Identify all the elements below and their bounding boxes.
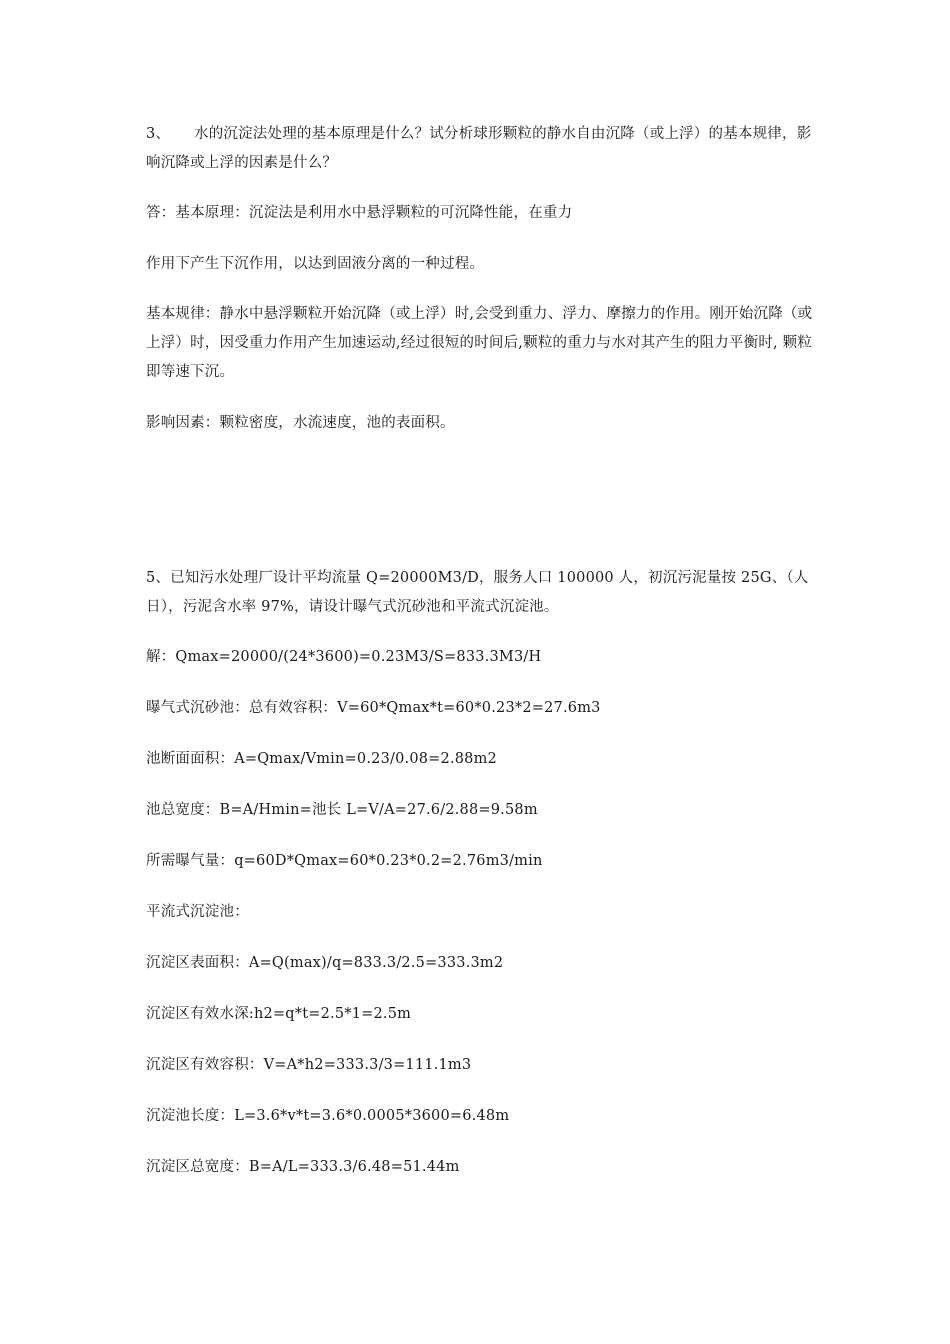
answer-principle-line-2: 作用下产生下沉作用，以达到固液分离的一种过程。	[146, 256, 485, 272]
solution-line: 所需曝气量：q=60D*Qmax=60*0.23*0.2=2.76m3/min	[146, 853, 543, 869]
answer-basic-law: 基本规律：静水中悬浮颗粒开始沉降（或上浮）时,会受到重力、浮力、摩擦力的作用。刚开始沉降（或上浮）时，因受重力作用产生加速运动,经过很短的时间后,颗粒的重力与水对其产生的阻力平衡时, 颗粒即等速下沉。	[146, 306, 813, 380]
solution-line: 沉淀区总宽度：B=A/L=333.3/6.48=51.44m	[146, 1159, 460, 1175]
solution-line: 沉淀池长度：L=3.6*v*t=3.6*0.0005*3600=6.48m	[146, 1108, 510, 1124]
solution-line: 曝气式沉砂池：总有效容积：V=60*Qmax*t=60*0.23*2=27.6m3	[146, 700, 601, 716]
question-3-text: 水的沉淀法处理的基本原理是什么？试分析球形颗粒的静水自由沉降（或上浮）的基本规律，影响沉降或上浮的因素是什么？	[146, 126, 812, 171]
solution-line: 沉淀区有效容积：V=A*h2=333.3/3=111.1m3	[146, 1057, 472, 1073]
question-3-number: 3、	[146, 126, 171, 142]
answer-principle-line-1: 答：基本原理：沉淀法是利用水中悬浮颗粒的可沉降性能，在重力	[146, 205, 573, 221]
question-3	[146, 120, 814, 178]
solution-line: 沉淀区有效水深:h2=q*t=2.5*1=2.5m	[146, 1006, 412, 1022]
solution-line: 平流式沉淀池：	[146, 904, 249, 920]
solution-line: 池总宽度：B=A/Hmin=池长 L=V/A=27.6/2.88=9.58m	[146, 802, 538, 818]
solution-line: 解：Qmax=20000/(24*3600)=0.23M3/S=833.3M3/H	[146, 649, 542, 665]
question-5: 5、已知污水处理厂设计平均流量 Q=20000M3/D，服务人口 100000 人，初沉污泥量按 25G、（人 日），污泥含水率 97%，请设计曝气式沉砂池和平流式沉淀池。	[146, 570, 809, 615]
answer-factors: 影响因素：颗粒密度，水流速度，池的表面积。	[146, 415, 455, 431]
solution-line: 池断面面积：A=Qmax/Vmin=0.23/0.08=2.88m2	[146, 751, 497, 767]
solution-line: 沉淀区表面积：A=Q(max)/q=833.3/2.5=333.3m2	[146, 955, 504, 971]
